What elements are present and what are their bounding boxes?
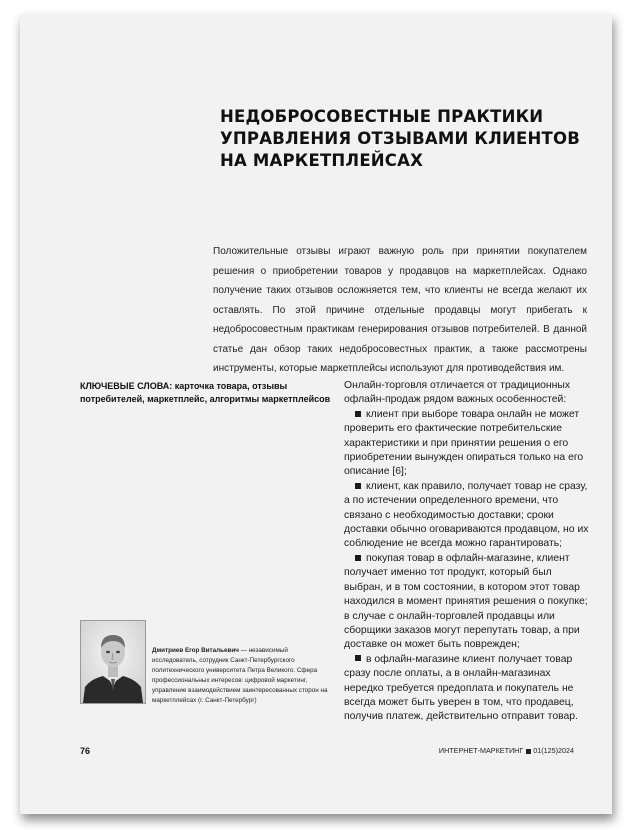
list-item: покупая товар в офлайн-магазине, клиент получает именно тот продукт, который был выбран, и в том состоянии, в котором этот товар находился в момент принятия решения о покупке; в случае с онлайн-торговлей продавцы или сборщики заказов могут перепутать товар, а при доставке он может быть поврежден; [344,552,588,651]
author-photo [80,620,146,704]
keywords-label: КЛЮЧЕВЫЕ СЛОВА: [80,381,173,391]
author-name: Дмитриев Егор Витальевич [152,647,239,654]
bullet-square-icon [355,483,361,489]
list-item: клиент при выборе товара онлайн не может проверить его фактические потребительские характеристики и при принятии решения о его приобретении вынужден опираться только на его описание [6]; [344,408,584,478]
article-abstract: Положительные отзывы играют важную роль при принятии покупателем решения о приобретении товаров у продавцов на маркетплейсах. Однако получение таких отзывов осложняется тем, что клиенты не всегда желают их оставлять. По этой причине отдельные продавцы могут прибегать к недобросовестным практикам генерирования отзывов потребителей. В данной статье дан обзор таких недобросовестных практик, а также рассмотрены инструменты, которые маркетплейсы используют для противодействия им. [213,246,587,374]
list-item: в офлайн-магазине клиент получает товар сразу после оплаты, а в онлайн-магазинах нередко требуется предоплата и покупатель не всегда может быть уверен в том, что продавец, получив платеж, действительно отправит товар. [344,653,578,723]
bullet-square-icon [355,655,361,661]
keywords [80,380,332,406]
journal-name: ИНТЕРНЕТ-МАРКЕТИНГ [438,746,524,755]
author-description: — независимый исследователь, сотрудник Санкт-Петербургского политехнического университета Петра Великого. Сфера профессиональных интересов: цифровой маркетинг, управление взаимодействием заинтересованных сторон на маркетплейсах (г. Санкт-Петербург) [152,647,328,704]
bullet-square-icon [355,411,361,417]
bullet-square-icon [355,555,361,561]
separator-square-icon [526,749,531,754]
article-body [344,379,590,725]
list-item: клиент, как правило, получает товар не сразу, а по истечении определенного времени, что связано с необходимостью доставки; сроки доставки обычно оговариваются продавцом, но их соблюдение не всегда можно гарантировать; [344,480,589,550]
body-intro: Онлайн-торговля отличается от традиционных офлайн-продаж рядом важных особенностей: [344,380,571,406]
author-portrait-icon [81,621,145,703]
title-line-2: УПРАВЛЕНИЯ ОТЗЫВАМИ КЛИЕНТОВ [220,129,580,148]
page-number: 76 [80,746,91,756]
journal-issue: 01(125)2024 [533,746,574,755]
article-title [220,106,600,172]
title-line-3: НА МАРКЕТПЛЕЙСАХ [220,151,424,170]
keywords-text: карточка товара, отзывы потребителей, маркетплейс, алгоритмы маркетплейсов [80,381,331,404]
author-bio [152,646,332,706]
journal-footer [439,746,574,755]
journal-page [20,14,612,814]
title-line-1: НЕДОБРОСОВЕСТНЫЕ ПРАКТИКИ [220,107,544,126]
